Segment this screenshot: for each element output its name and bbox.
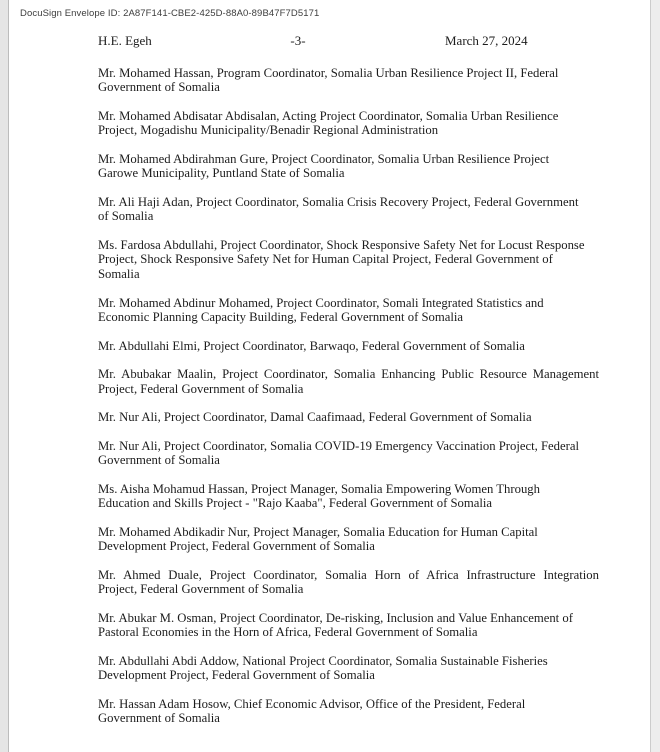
recipient-paragraph <box>98 654 599 683</box>
paragraph-line: Government of Somalia <box>98 80 220 95</box>
paragraph-line: of Somalia <box>98 209 154 224</box>
paragraph-line: Ms. Aisha Mohamud Hassan, Project Manager, Somalia Empowering Women Through <box>98 481 540 496</box>
paragraph-line: Mr. Mohamed Abdisatar Abdisalan, Acting Project Coordinator, Somalia Urban Resilience <box>98 109 559 124</box>
recipient-paragraph <box>98 109 599 138</box>
recipient-paragraph <box>98 367 599 396</box>
paragraph-line: Mr. Mohamed Abdirahman Gure, Project Coordinator, Somalia Urban Resilience Project <box>98 152 550 167</box>
paragraph-line: Mr. Abubakar Maalin, Project Coordinator, Somalia Enhancing Public Resource Management <box>98 367 599 382</box>
paragraph-line: Development Project, Federal Government of Somalia <box>98 668 375 683</box>
recipient-paragraph <box>98 697 599 726</box>
paragraph-line: Project, Mogadishu Municipality/Benadir Regional Administration <box>98 123 439 138</box>
paragraph-line: Mr. Abdullahi Elmi, Project Coordinator, Barwaqo, Federal Government of Somalia <box>98 338 525 353</box>
paragraph-line: Education and Skills Project - "Rajo Kaaba", Federal Government of Somalia <box>98 496 493 511</box>
header-date: March 27, 2024 <box>445 33 528 48</box>
paragraph-line: Project, Federal Government of Somalia <box>98 582 304 597</box>
paragraph-line: Somalia <box>98 266 140 281</box>
recipient-paragraph <box>98 410 599 424</box>
recipient-paragraph <box>98 525 599 554</box>
paragraph-line: Mr. Abukar M. Osman, Project Coordinator, De-risking, Inclusion and Value Enhancement of <box>98 611 573 626</box>
paragraph-line: Government of Somalia <box>98 453 220 468</box>
paragraph-line: Mr. Ali Haji Adan, Project Coordinator, Somalia Crisis Recovery Project, Federal Government <box>98 195 579 210</box>
paragraph-line: Mr. Mohamed Abdinur Mohamed, Project Coordinator, Somali Integrated Statistics and <box>98 295 544 310</box>
recipient-paragraph <box>98 195 599 224</box>
paragraph-line: Garowe Municipality, Puntland State of Somalia <box>98 166 345 181</box>
recipient-paragraph <box>98 296 599 325</box>
scan-edge-right <box>650 0 660 752</box>
letter-header <box>0 33 660 49</box>
paragraph-line: Mr. Mohamed Abdikadir Nur, Project Manager, Somalia Education for Human Capital <box>98 525 538 539</box>
docusign-envelope-id: DocuSign Envelope ID: 2A87F141-CBE2-425D-88A0-89B47F7D5171 <box>20 8 320 19</box>
paragraph-line: Mr. Mohamed Hassan, Program Coordinator, Somalia Urban Resilience Project II, Federal <box>98 66 559 80</box>
paragraph-line: Pastoral Economies in the Horn of Africa, Federal Government of Somalia <box>98 625 478 640</box>
recipient-paragraph <box>98 611 599 640</box>
paragraph-line: Mr. Abdullahi Abdi Addow, National Project Coordinator, Somalia Sustainable Fisheries <box>98 654 548 669</box>
recipient-paragraph <box>98 238 599 281</box>
recipient-paragraph <box>98 439 599 468</box>
paragraph-line: Project, Shock Responsive Safety Net for Human Capital Project, Federal Government of <box>98 252 553 267</box>
header-page-number: -3- <box>290 33 306 48</box>
paragraph-line: Ms. Fardosa Abdullahi, Project Coordinator, Shock Responsive Safety Net for Locust Response <box>98 238 585 253</box>
recipient-paragraph <box>98 482 599 511</box>
paragraph-line: Mr. Nur Ali, Project Coordinator, Somalia COVID-19 Emergency Vaccination Project, Federal <box>98 438 580 453</box>
header-recipient-name: H.E. Egeh <box>98 33 152 48</box>
paragraph-line: Development Project, Federal Government of Somalia <box>98 539 375 554</box>
recipient-paragraph <box>98 66 599 95</box>
paragraph-line: Project, Federal Government of Somalia <box>98 381 304 396</box>
recipient-paragraph <box>98 568 599 597</box>
recipient-paragraph <box>98 152 599 181</box>
recipient-paragraph <box>98 339 599 353</box>
paragraph-line: Economic Planning Capacity Building, Federal Government of Somalia <box>98 309 464 324</box>
scan-edge-left <box>0 0 9 752</box>
recipient-list <box>98 66 599 726</box>
paragraph-line: Mr. Hassan Adam Hosow, Chief Economic Advisor, Office of the President, Federal <box>98 697 526 712</box>
paragraph-line: Mr. Nur Ali, Project Coordinator, Damal Caafimaad, Federal Government of Somalia <box>98 410 532 425</box>
paragraph-line: Government of Somalia <box>98 711 220 726</box>
paragraph-line: Mr. Ahmed Duale, Project Coordinator, Somalia Horn of Africa Infrastructure Integration <box>98 568 599 583</box>
